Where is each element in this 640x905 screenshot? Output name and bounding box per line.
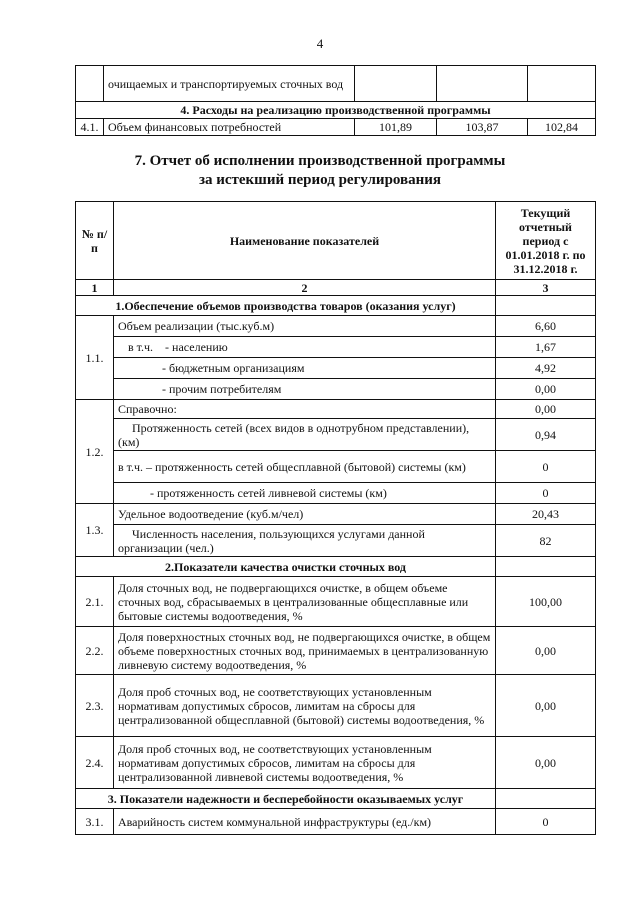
table-row <box>76 400 596 419</box>
section-title-line2: за истекший период регулирования <box>198 172 442 188</box>
col-index: 3 <box>496 280 596 296</box>
value-cell: 0 <box>496 451 596 483</box>
value-cell: 0,00 <box>496 737 596 789</box>
table-row <box>76 316 596 337</box>
value-cell: 0,00 <box>496 379 596 400</box>
value-cell: 100,00 <box>496 577 596 627</box>
value-cell: 0,00 <box>496 627 596 675</box>
table-row <box>76 577 596 627</box>
row-name: Объем реализации (тыс.куб.м) <box>114 316 496 337</box>
row-num: 2.2. <box>76 627 114 675</box>
table-row <box>76 675 596 737</box>
row-name: Доля сточных вод, не подвергающихся очистке, в общем объеме сточных вод, сбрасываемых в централизованные общесплавные или бытовые системы водоотведения, % <box>114 577 496 627</box>
value-cell: 4,92 <box>496 358 596 379</box>
cont-text: очищаемых и транспортируемых сточных вод <box>104 66 355 102</box>
table-row <box>76 451 596 483</box>
row-name: - бюджетным организациям <box>114 358 496 379</box>
group-title-3: 3. Показатели надежности и бесперебойности оказываемых услуг <box>76 789 496 809</box>
empty-cell <box>496 789 596 809</box>
row-name: - прочим потребителям <box>114 379 496 400</box>
table-row <box>76 337 596 358</box>
report-table <box>75 201 596 835</box>
value-cell: 82 <box>496 525 596 557</box>
row-name: Протяженность сетей (всех видов в однотрубном представлении), (км) <box>114 419 496 451</box>
empty-cell <box>437 66 528 102</box>
row-num: 2.3. <box>76 675 114 737</box>
table-row <box>76 119 596 136</box>
row-num: 2.4. <box>76 737 114 789</box>
table-row <box>76 627 596 675</box>
row-num: 1.2. <box>76 400 114 504</box>
section-title <box>0 152 640 190</box>
row-num: 4.1. <box>76 119 104 136</box>
row-name: Объем финансовых потребностей <box>104 119 355 136</box>
row-num: 1.3. <box>76 504 114 557</box>
header-num: № п/п <box>76 202 114 280</box>
empty-cell <box>355 66 437 102</box>
table-row <box>76 809 596 835</box>
row-name <box>114 337 496 358</box>
row-name: Аварийность систем коммунальной инфраструктуры (ед./км) <box>114 809 496 835</box>
value-cell: 102,84 <box>528 119 596 136</box>
value-cell: 0 <box>496 483 596 504</box>
value-cell: 103,87 <box>437 119 528 136</box>
value-cell: 1,67 <box>496 337 596 358</box>
table-row <box>76 525 596 557</box>
row-num: 2.1. <box>76 577 114 627</box>
value-cell: 0,94 <box>496 419 596 451</box>
row-name: Удельное водоотведение (куб.м/чел) <box>114 504 496 525</box>
table-row <box>76 737 596 789</box>
table-row <box>76 504 596 525</box>
table-row <box>76 419 596 451</box>
row-name-prefix: в т.ч. <box>128 340 154 354</box>
section4-title: 4. Расходы на реализацию производственной программы <box>76 102 596 119</box>
row-name: Справочно: <box>114 400 496 419</box>
empty-cell <box>496 557 596 577</box>
previous-table <box>75 65 596 136</box>
col-index: 2 <box>114 280 496 296</box>
section-title-line1: 7. Отчет об исполнении производственной программы <box>134 153 506 169</box>
group-title-2: 2.Показатели качества очистки сточных вод <box>76 557 496 577</box>
empty-cell <box>528 66 596 102</box>
header-name: Наименование показателей <box>114 202 496 280</box>
row-name: Доля проб сточных вод, не соответствующих установленным нормативам допустимых сбросов, лимитам на сбросы для централизованной ливневой системы водоотведения, % <box>114 737 496 789</box>
col-index: 1 <box>76 280 114 296</box>
value-cell: 0,00 <box>496 400 596 419</box>
row-name-text: - населению <box>165 340 228 354</box>
value-cell: 6,60 <box>496 316 596 337</box>
row-name: Доля поверхностных сточных вод, не подвергающихся очистке, в общем объеме поверхностных сточных вод, принимаемых в централизованную ливневую систему водоотведения, % <box>114 627 496 675</box>
row-name: в т.ч. – протяженность сетей общесплавной (бытовой) системы (км) <box>114 451 496 483</box>
row-name: Численность населения, пользующихся услугами данной организации (чел.) <box>114 525 496 557</box>
empty-cell <box>496 296 596 316</box>
value-cell: 20,43 <box>496 504 596 525</box>
value-cell: 101,89 <box>355 119 437 136</box>
table-row <box>76 358 596 379</box>
header-period: Текущий отчетный период с 01.01.2018 г. по 31.12.2018 г. <box>496 202 596 280</box>
row-num: 3.1. <box>76 809 114 835</box>
table-row <box>76 379 596 400</box>
row-name: Доля проб сточных вод, не соответствующих установленным нормативам допустимых сбросов, лимитам на сбросы для централизованной общесплавной (бытовой) системы водоотведения, % <box>114 675 496 737</box>
group-title-1: 1.Обеспечение объемов производства товаров (оказания услуг) <box>76 296 496 316</box>
row-num: 1.1. <box>76 316 114 400</box>
value-cell: 0,00 <box>496 675 596 737</box>
empty-cell <box>76 66 104 102</box>
page-number: 4 <box>316 36 324 51</box>
value-cell: 0 <box>496 809 596 835</box>
row-name: - протяженность сетей ливневой системы (км) <box>114 483 496 504</box>
table-row <box>76 483 596 504</box>
